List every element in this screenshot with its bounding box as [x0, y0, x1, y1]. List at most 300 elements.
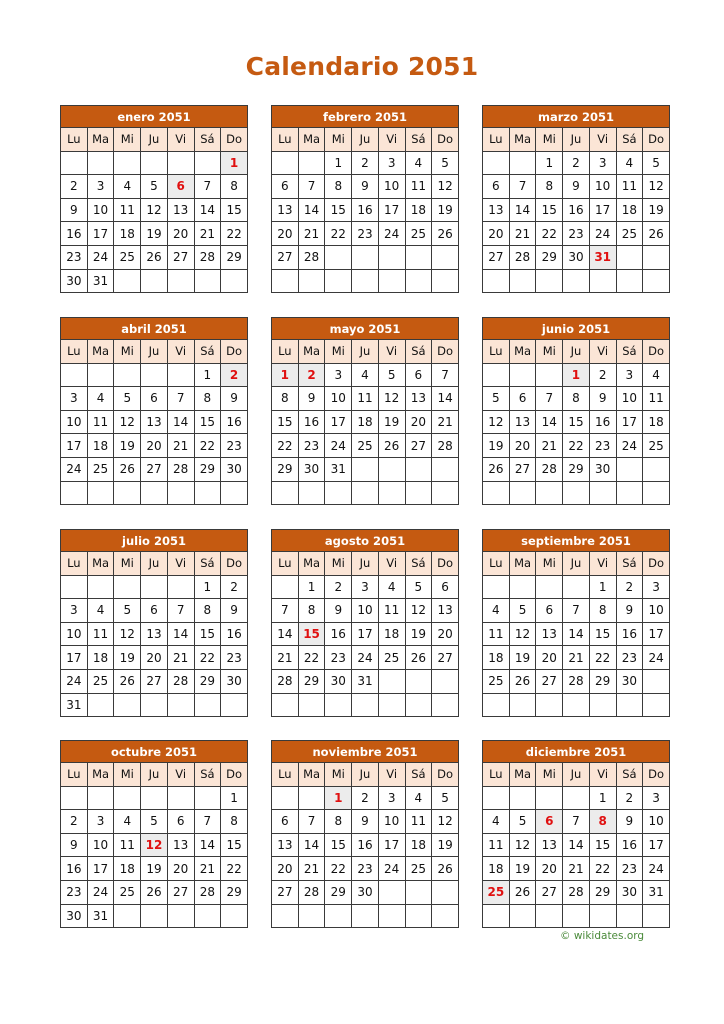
weekday-label: Vi: [589, 128, 616, 152]
day-cell: 21: [563, 857, 590, 881]
day-cell: 11: [114, 833, 141, 857]
empty-day-cell: [272, 481, 299, 505]
day-cell: 6: [483, 175, 510, 199]
day-cell: 10: [87, 833, 114, 857]
day-cell: 19: [405, 622, 432, 646]
empty-day-cell: [563, 575, 590, 599]
day-cell: 25: [643, 434, 670, 458]
day-cell: 7: [432, 363, 459, 387]
day-cell: 28: [194, 245, 221, 269]
month-calendar: [60, 317, 248, 505]
weekday-label: Sá: [194, 128, 221, 152]
day-cell: 24: [643, 857, 670, 881]
day-cell: 9: [61, 198, 88, 222]
empty-day-cell: [483, 786, 510, 810]
empty-day-cell: [643, 481, 670, 505]
week-row: [272, 693, 459, 717]
weekday-label: Mi: [114, 552, 141, 576]
day-cell: 18: [405, 833, 432, 857]
day-cell: 23: [325, 646, 352, 670]
day-cell: 24: [61, 457, 88, 481]
week-row: [483, 669, 670, 693]
month-calendar: [60, 529, 248, 717]
week-row: [61, 198, 248, 222]
day-cell: 27: [167, 880, 194, 904]
day-cell: 25: [87, 669, 114, 693]
day-cell: 10: [87, 198, 114, 222]
day-cell: 25: [378, 646, 405, 670]
day-cell: 17: [87, 222, 114, 246]
empty-day-cell: [325, 481, 352, 505]
day-cell: 23: [352, 857, 379, 881]
empty-day-cell: [194, 269, 221, 293]
day-cell: 16: [589, 410, 616, 434]
week-row: [483, 810, 670, 834]
month-table: [271, 740, 459, 928]
day-cell: 5: [643, 151, 670, 175]
week-row: [483, 646, 670, 670]
day-cell: 20: [167, 857, 194, 881]
week-row: [61, 810, 248, 834]
day-cell: 15: [194, 622, 221, 646]
month-calendar: [271, 105, 459, 293]
day-cell: 12: [432, 175, 459, 199]
day-cell: 18: [483, 857, 510, 881]
week-row: [483, 434, 670, 458]
day-cell: 16: [298, 410, 325, 434]
week-row: [483, 904, 670, 928]
week-row: [483, 175, 670, 199]
empty-day-cell: [536, 786, 563, 810]
empty-day-cell: [616, 457, 643, 481]
day-cell: 21: [563, 646, 590, 670]
day-cell: 14: [272, 622, 299, 646]
empty-day-cell: [563, 904, 590, 928]
empty-day-cell: [509, 786, 536, 810]
empty-day-cell: [325, 269, 352, 293]
day-cell: 28: [298, 245, 325, 269]
day-cell: 17: [61, 646, 88, 670]
day-cell: 3: [643, 575, 670, 599]
week-row: [61, 457, 248, 481]
weekday-label: Mi: [536, 340, 563, 364]
empty-day-cell: [272, 575, 299, 599]
weekday-label: Ju: [352, 552, 379, 576]
day-cell: 10: [643, 599, 670, 623]
month-table: [271, 529, 459, 717]
empty-day-cell: [61, 481, 88, 505]
day-cell: 25: [352, 434, 379, 458]
day-cell: 16: [616, 833, 643, 857]
day-cell: 14: [194, 833, 221, 857]
day-cell: 27: [509, 457, 536, 481]
weekday-label: Ju: [352, 763, 379, 787]
empty-day-cell: [298, 151, 325, 175]
day-cell: 11: [405, 175, 432, 199]
day-cell: 2: [589, 363, 616, 387]
empty-day-cell: [325, 693, 352, 717]
empty-day-cell: [378, 669, 405, 693]
week-row: [61, 175, 248, 199]
month-calendar: [60, 740, 248, 928]
week-row: [483, 575, 670, 599]
weekday-label: Lu: [483, 340, 510, 364]
day-cell: 27: [141, 669, 168, 693]
week-row: [483, 457, 670, 481]
weekday-label: Sá: [616, 340, 643, 364]
week-row: [483, 622, 670, 646]
day-cell: 28: [298, 880, 325, 904]
week-row: [483, 245, 670, 269]
day-cell: 14: [509, 198, 536, 222]
day-cell: 1: [194, 575, 221, 599]
day-cell: 10: [352, 599, 379, 623]
day-cell: 26: [509, 669, 536, 693]
week-row: [61, 575, 248, 599]
day-cell: 5: [141, 810, 168, 834]
empty-day-cell: [536, 904, 563, 928]
holiday-day-cell: 25: [483, 880, 510, 904]
day-cell: 26: [509, 880, 536, 904]
empty-day-cell: [483, 151, 510, 175]
day-cell: 5: [509, 599, 536, 623]
weekday-label: Ma: [509, 128, 536, 152]
week-row: [61, 363, 248, 387]
weekday-label: Mi: [114, 128, 141, 152]
day-cell: 11: [87, 622, 114, 646]
weekday-label: Ma: [87, 128, 114, 152]
week-row: [61, 222, 248, 246]
day-cell: 1: [194, 363, 221, 387]
weekday-label: Ju: [141, 763, 168, 787]
day-cell: 8: [194, 599, 221, 623]
day-cell: 26: [141, 880, 168, 904]
day-cell: 30: [61, 269, 88, 293]
day-cell: 19: [432, 198, 459, 222]
day-cell: 6: [141, 387, 168, 411]
day-cell: 8: [563, 387, 590, 411]
day-cell: 30: [325, 669, 352, 693]
week-row: [272, 880, 459, 904]
week-row: [61, 833, 248, 857]
week-row: [61, 387, 248, 411]
day-cell: 26: [483, 457, 510, 481]
day-cell: 17: [616, 410, 643, 434]
empty-day-cell: [405, 481, 432, 505]
day-cell: 20: [141, 434, 168, 458]
empty-day-cell: [536, 481, 563, 505]
day-cell: 10: [325, 387, 352, 411]
day-cell: 12: [509, 622, 536, 646]
empty-day-cell: [114, 575, 141, 599]
empty-day-cell: [194, 786, 221, 810]
empty-day-cell: [141, 693, 168, 717]
weekday-label: Vi: [167, 128, 194, 152]
weekday-label: Lu: [483, 763, 510, 787]
empty-day-cell: [167, 904, 194, 928]
empty-day-cell: [483, 904, 510, 928]
day-cell: 27: [536, 669, 563, 693]
day-cell: 13: [405, 387, 432, 411]
empty-day-cell: [509, 269, 536, 293]
empty-day-cell: [298, 269, 325, 293]
weekday-label: Sá: [616, 128, 643, 152]
day-cell: 29: [536, 245, 563, 269]
day-cell: 28: [509, 245, 536, 269]
week-row: [483, 222, 670, 246]
weekday-label: Lu: [483, 552, 510, 576]
day-cell: 24: [643, 646, 670, 670]
month-title: junio 2051: [483, 318, 670, 340]
day-cell: 9: [616, 810, 643, 834]
day-cell: 21: [298, 857, 325, 881]
day-cell: 13: [536, 833, 563, 857]
day-cell: 28: [167, 457, 194, 481]
month-table: [60, 740, 248, 928]
day-cell: 29: [589, 880, 616, 904]
empty-day-cell: [509, 904, 536, 928]
empty-day-cell: [536, 575, 563, 599]
day-cell: 29: [589, 669, 616, 693]
day-cell: 24: [378, 222, 405, 246]
day-cell: 4: [483, 810, 510, 834]
empty-day-cell: [563, 481, 590, 505]
weekday-label: Lu: [483, 128, 510, 152]
empty-day-cell: [167, 575, 194, 599]
weekday-label: Vi: [589, 763, 616, 787]
day-cell: 25: [405, 222, 432, 246]
day-cell: 14: [167, 410, 194, 434]
weekday-label: Mi: [536, 128, 563, 152]
empty-day-cell: [432, 269, 459, 293]
day-cell: 16: [221, 622, 248, 646]
month-title: diciembre 2051: [483, 741, 670, 763]
day-cell: 4: [114, 175, 141, 199]
empty-day-cell: [536, 269, 563, 293]
week-row: [272, 481, 459, 505]
day-cell: 13: [272, 833, 299, 857]
day-cell: 7: [563, 810, 590, 834]
weekday-label: Vi: [589, 340, 616, 364]
holiday-day-cell: 6: [536, 810, 563, 834]
day-cell: 15: [589, 833, 616, 857]
day-cell: 19: [483, 434, 510, 458]
day-cell: 17: [352, 622, 379, 646]
week-row: [483, 880, 670, 904]
day-cell: 14: [298, 833, 325, 857]
day-cell: 17: [643, 833, 670, 857]
weekday-label: Ju: [141, 128, 168, 152]
day-cell: 10: [616, 387, 643, 411]
day-cell: 17: [643, 622, 670, 646]
empty-day-cell: [298, 904, 325, 928]
week-row: [61, 904, 248, 928]
weekday-label: Ma: [298, 128, 325, 152]
empty-day-cell: [114, 786, 141, 810]
day-cell: 30: [298, 457, 325, 481]
week-row: [483, 269, 670, 293]
weekday-label: Do: [221, 128, 248, 152]
day-cell: 22: [221, 857, 248, 881]
day-cell: 5: [432, 151, 459, 175]
day-cell: 22: [325, 222, 352, 246]
week-row: [483, 481, 670, 505]
empty-day-cell: [432, 457, 459, 481]
month-title: mayo 2051: [272, 318, 459, 340]
weekday-label: Ju: [141, 552, 168, 576]
empty-day-cell: [643, 669, 670, 693]
day-cell: 29: [194, 457, 221, 481]
weekday-label: Lu: [272, 128, 299, 152]
month-title: febrero 2051: [272, 106, 459, 128]
weekday-label: Do: [221, 340, 248, 364]
empty-day-cell: [432, 693, 459, 717]
weekday-label: Vi: [378, 763, 405, 787]
day-cell: 16: [563, 198, 590, 222]
empty-day-cell: [352, 904, 379, 928]
empty-day-cell: [272, 693, 299, 717]
empty-day-cell: [167, 269, 194, 293]
day-cell: 23: [589, 434, 616, 458]
day-cell: 18: [114, 222, 141, 246]
day-cell: 25: [483, 669, 510, 693]
weekday-label: Do: [643, 763, 670, 787]
day-cell: 20: [432, 622, 459, 646]
day-cell: 2: [61, 810, 88, 834]
empty-day-cell: [194, 481, 221, 505]
day-cell: 20: [405, 410, 432, 434]
day-cell: 24: [87, 245, 114, 269]
empty-day-cell: [325, 245, 352, 269]
day-cell: 23: [61, 245, 88, 269]
empty-day-cell: [563, 693, 590, 717]
day-cell: 20: [272, 857, 299, 881]
day-cell: 31: [643, 880, 670, 904]
day-cell: 11: [352, 387, 379, 411]
weekday-label: Vi: [167, 340, 194, 364]
day-cell: 20: [509, 434, 536, 458]
day-cell: 3: [616, 363, 643, 387]
week-row: [272, 904, 459, 928]
empty-day-cell: [194, 904, 221, 928]
empty-day-cell: [378, 245, 405, 269]
day-cell: 13: [483, 198, 510, 222]
empty-day-cell: [272, 151, 299, 175]
day-cell: 9: [352, 810, 379, 834]
weekday-label: Do: [432, 552, 459, 576]
day-cell: 2: [616, 786, 643, 810]
weekday-label: Mi: [114, 763, 141, 787]
week-row: [61, 245, 248, 269]
day-cell: 12: [643, 175, 670, 199]
day-cell: 12: [509, 833, 536, 857]
empty-day-cell: [563, 786, 590, 810]
empty-day-cell: [643, 245, 670, 269]
day-cell: 3: [352, 575, 379, 599]
empty-day-cell: [643, 904, 670, 928]
day-cell: 12: [114, 410, 141, 434]
weekday-label: Sá: [616, 552, 643, 576]
day-cell: 5: [378, 363, 405, 387]
day-cell: 27: [483, 245, 510, 269]
day-cell: 24: [378, 857, 405, 881]
week-row: [483, 833, 670, 857]
week-row: [272, 622, 459, 646]
empty-day-cell: [114, 481, 141, 505]
day-cell: 13: [167, 833, 194, 857]
empty-day-cell: [352, 693, 379, 717]
empty-day-cell: [114, 693, 141, 717]
footer-credit: © wikidates.org: [560, 930, 645, 942]
weekday-label: Mi: [325, 552, 352, 576]
weekday-label: Do: [643, 552, 670, 576]
day-cell: 25: [114, 245, 141, 269]
week-row: [483, 786, 670, 810]
day-cell: 6: [167, 810, 194, 834]
weekday-label: Lu: [272, 763, 299, 787]
holiday-day-cell: 31: [589, 245, 616, 269]
day-cell: 8: [325, 810, 352, 834]
day-cell: 18: [405, 198, 432, 222]
day-cell: 9: [589, 387, 616, 411]
day-cell: 4: [87, 387, 114, 411]
empty-day-cell: [141, 269, 168, 293]
empty-day-cell: [536, 363, 563, 387]
day-cell: 26: [141, 245, 168, 269]
empty-day-cell: [114, 269, 141, 293]
day-cell: 8: [298, 599, 325, 623]
day-cell: 26: [643, 222, 670, 246]
day-cell: 26: [432, 222, 459, 246]
day-cell: 14: [563, 833, 590, 857]
empty-day-cell: [405, 457, 432, 481]
week-row: [61, 646, 248, 670]
week-row: [272, 245, 459, 269]
weekday-label: Ju: [563, 340, 590, 364]
weekday-label: Do: [221, 552, 248, 576]
day-cell: 5: [114, 599, 141, 623]
weekday-label: Vi: [167, 552, 194, 576]
day-cell: 2: [616, 575, 643, 599]
week-row: [272, 786, 459, 810]
day-cell: 10: [643, 810, 670, 834]
day-cell: 23: [352, 222, 379, 246]
month-calendar: [271, 740, 459, 928]
day-cell: 3: [87, 810, 114, 834]
empty-day-cell: [194, 151, 221, 175]
day-cell: 11: [378, 599, 405, 623]
empty-day-cell: [114, 363, 141, 387]
day-cell: 16: [325, 622, 352, 646]
day-cell: 22: [272, 434, 299, 458]
day-cell: 15: [563, 410, 590, 434]
month-title: marzo 2051: [483, 106, 670, 128]
weekday-label: Ju: [563, 763, 590, 787]
weekday-label: Sá: [194, 763, 221, 787]
day-cell: 30: [616, 669, 643, 693]
week-row: [272, 575, 459, 599]
week-row: [61, 857, 248, 881]
day-cell: 30: [563, 245, 590, 269]
day-cell: 24: [616, 434, 643, 458]
month-table: [60, 317, 248, 505]
month-title: octubre 2051: [61, 741, 248, 763]
empty-day-cell: [563, 269, 590, 293]
day-cell: 12: [141, 198, 168, 222]
weekday-label: Sá: [616, 763, 643, 787]
day-cell: 21: [298, 222, 325, 246]
day-cell: 18: [87, 646, 114, 670]
